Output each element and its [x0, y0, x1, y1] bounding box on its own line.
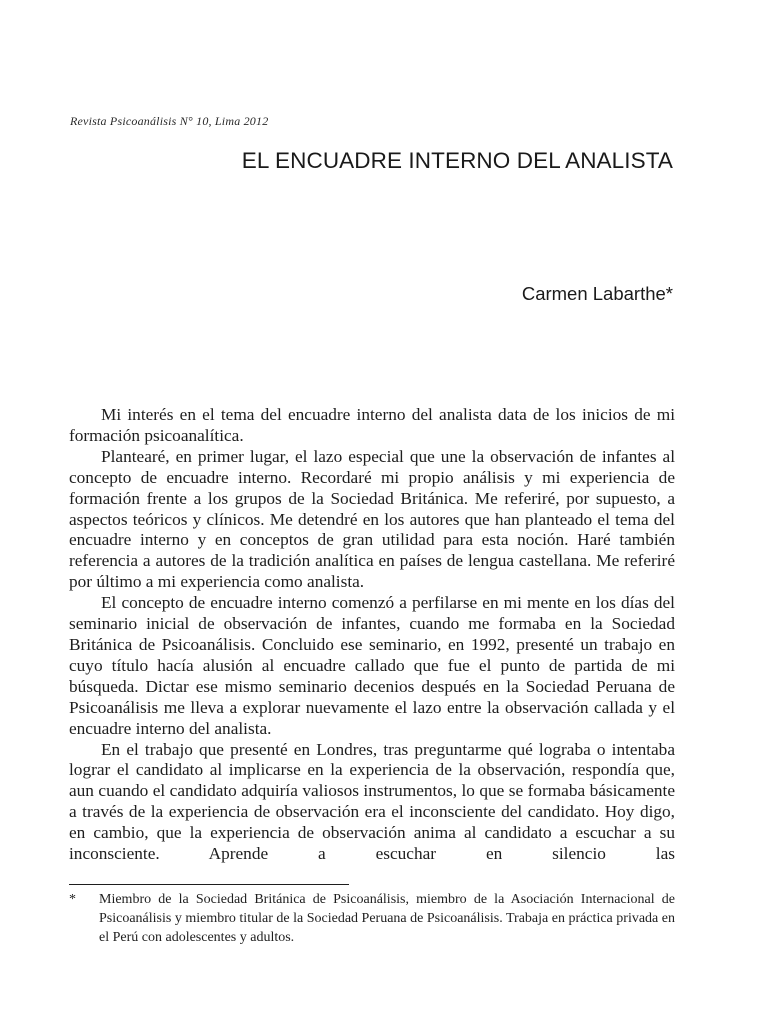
- footnote-divider: [69, 884, 349, 885]
- article-title: EL ENCUADRE INTERNO DEL ANALISTA: [241, 148, 673, 173]
- paragraph-3: El concepto de encuadre interno comenzó a perfilarse en mi mente en los días del seminario inicial de observación de infantes, cuando me formaba en la Sociedad Británica de Psicoanálisis. Concluido ese seminario, en 1992, presenté un trabajo en cuyo título hacía alusión al encuadre callado que fue el punto de partida de mi búsqueda. Dictar ese mismo seminario decenios después en la Sociedad Peruana de Psicoanálisis me lleva a explorar nuevamente el lazo entre la observación callada y el encuadre interno del analista.: [69, 593, 675, 738]
- journal-header: Revista Psicoanálisis N° 10, Lima 2012: [70, 114, 269, 128]
- paragraph-1: Mi interés en el tema del encuadre interno del analista data de los inicios de mi formación psicoanalítica.: [69, 405, 675, 445]
- article-author: Carmen Labarthe*: [521, 283, 673, 304]
- footnote-text: Miembro de la Sociedad Británica de Psicoanálisis, miembro de la Asociación Internacional de Psicoanálisis y miembro titular de la Sociedad Peruana de Psicoanálisis. Trabaja en práctica privada en el Perú con adolescentes y adultos.: [99, 892, 675, 945]
- paragraph-4: En el trabajo que presenté en Londres, tras preguntarme qué lograba o intentaba lograr el candidato al implicarse en la experiencia de la observación, respondía que, aun cuando el candidato adquiría valiosos instrumentos, lo que se formaba básicamente a través de la experiencia de observación era el inconsciente del candidato. Hoy digo, en cambio, que la experiencia de observación anima al candidato a escuchar a su inconsciente. Aprende a escuchar en silencio las: [69, 739, 675, 864]
- paragraph-2: Plantearé, en primer lugar, el lazo especial que une la observación de infantes al concepto de encuadre interno. Recordaré mi propio análisis y mi experiencia de formación frente a los grupos de la Sociedad Británica. Me referiré, por supuesto, a aspectos teóricos y clínicos. Me detendré en los autores que han planteado el tema del encuadre interno y en conceptos de gran utilidad para esta noción. Haré también referencia a autores de la tradición analítica en países de lengua castellana. Me referiré por último a mi experiencia como analista.: [69, 446, 675, 592]
- article-body: [69, 405, 675, 865]
- footnote: [69, 890, 675, 947]
- footnote-mark: *: [69, 892, 76, 907]
